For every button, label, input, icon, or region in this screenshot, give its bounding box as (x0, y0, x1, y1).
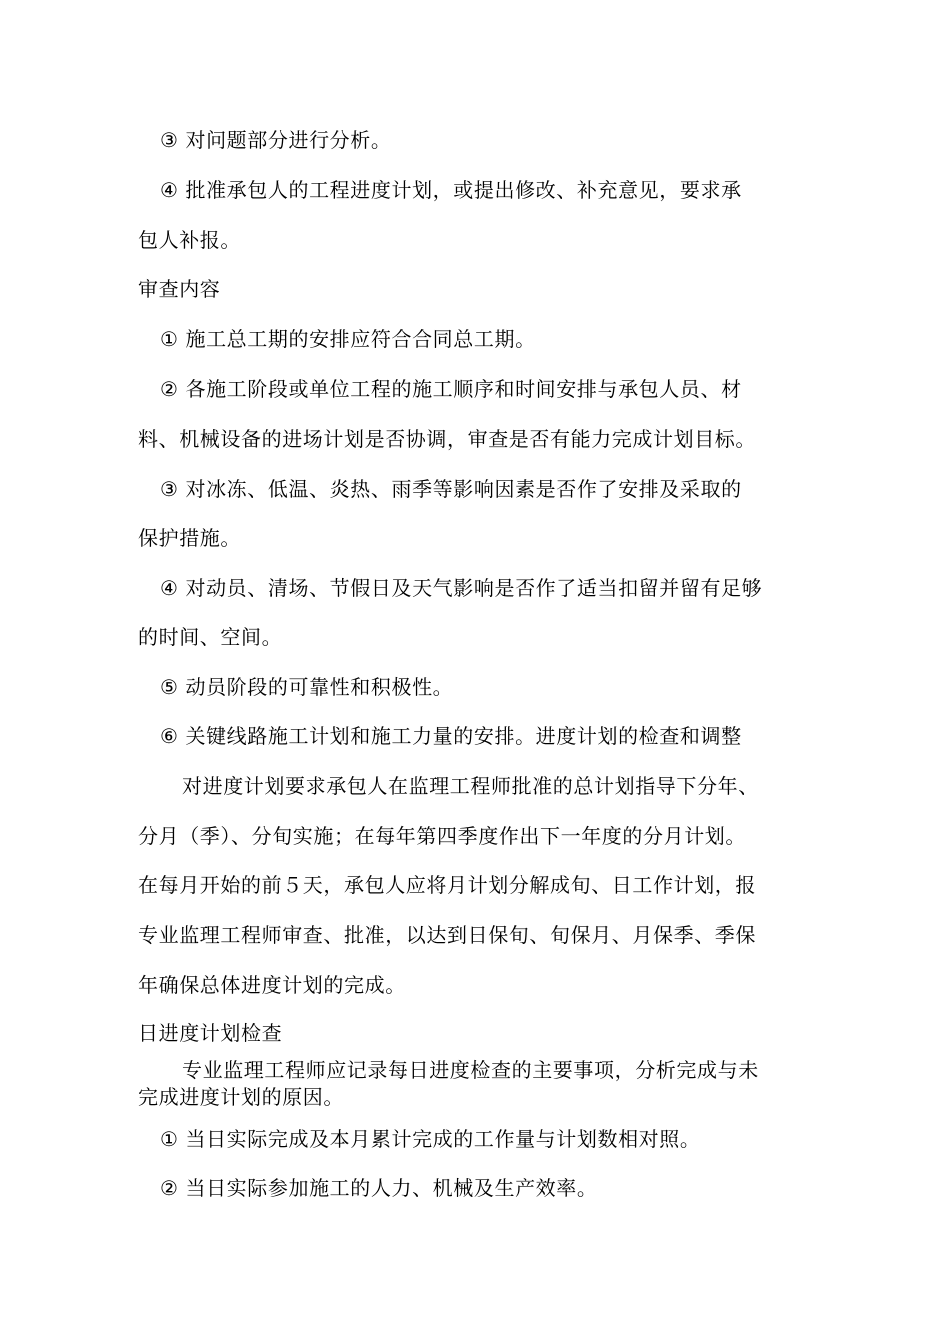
text-line-22: ① 当日实际完成及本月累计完成的工作量与计划数相对照。 (160, 1127, 701, 1151)
text-line-20: 专业监理工程师应记录每日进度检查的主要事项，分析完成与未 (182, 1058, 759, 1082)
text-line-10: ④ 对动员、清场、节假日及天气影响是否作了适当扣留并留有足够 (160, 576, 763, 600)
section-heading-review: 审查内容 (138, 277, 221, 301)
text-line-15: 分月（季）、分旬实施；在每年第四季度作出下一年度的分月计划。 (138, 824, 746, 848)
text-line-7: 料、机械设备的进场计划是否协调，审查是否有能力完成计划目标。 (138, 427, 756, 451)
text-line-8: ③ 对冰冻、低温、炎热、雨季等影响因素是否作了安排及采取的 (160, 477, 742, 501)
text-line-6: ② 各施工阶段或单位工程的施工顺序和时间安排与承包人员、材 (160, 377, 742, 401)
text-line-21: 完成进度计划的原因。 (138, 1085, 344, 1109)
text-line-23: ② 当日实际参加施工的人力、机械及生产效率。 (160, 1176, 598, 1200)
text-line-11: 的时间、空间。 (138, 625, 283, 649)
text-line-9: 保护措施。 (138, 526, 241, 550)
text-line-2: ④ 批准承包人的工程进度计划，或提出修改、补充意见，要求承 (160, 178, 742, 202)
text-line-5: ① 施工总工期的安排应符合合同总工期。 (160, 327, 536, 351)
text-line-12: ⑤ 动员阶段的可靠性和积极性。 (160, 675, 454, 699)
text-line-17: 专业监理工程师审查、批准，以达到日保旬、旬保月、月保季、季保 (138, 923, 756, 947)
text-line-14: 对进度计划要求承包人在监理工程师批准的总计划指导下分年、 (182, 774, 759, 798)
text-line-3: 包人补报。 (138, 228, 241, 252)
text-line-1: ③ 对问题部分进行分析。 (160, 128, 392, 152)
text-line-16: 在每月开始的前５天，承包人应将月计划分解成旬、日工作计划，报 (138, 873, 756, 897)
text-line-18: 年确保总体进度计划的完成。 (138, 973, 406, 997)
section-heading-daily: 日进度计划检查 (138, 1021, 283, 1045)
text-line-13: ⑥ 关键线路施工计划和施工力量的安排。进度计划的检查和调整 (160, 724, 742, 748)
